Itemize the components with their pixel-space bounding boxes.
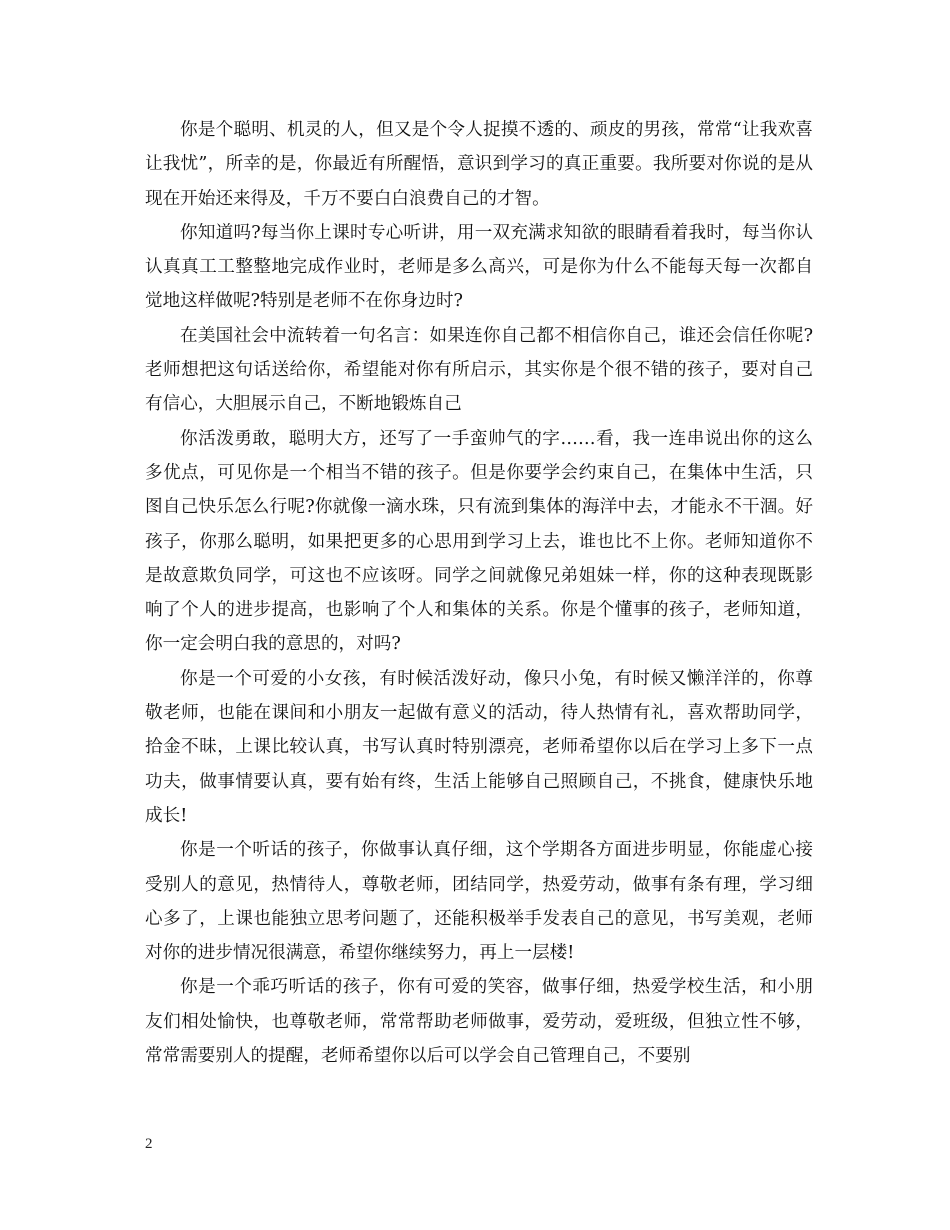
paragraph-3: 在美国社会中流转着一句名言：如果连你自己都不相信你自己，谁还会信任你呢?老师想把这句话送给你，希望能对你有所启示，其实你是个很不错的孩子，要对自己有信心，大胆展示自己，不断地锻炼自己 (145, 325, 813, 415)
paragraph-7: 你是一个乖巧听话的孩子，你有可爱的笑容，做事仔细，热爱学校生活，和小朋友们相处愉快，也尊敬老师，常常帮助老师做事，爱劳动，爱班级，但独立性不够，常常需要别人的提醒，老师希望你以后可以学会自己管理自己，不要别 (145, 977, 813, 1067)
paragraph-6: 你是一个听话的孩子，你做事认真仔细，这个学期各方面进步明显，你能虚心接受别人的意见，热情待人，尊敬老师，团结同学，热爱劳动，做事有条有理，学习细心多了，上课也能独立思考问题了，还能积极举手发表自己的意见，书写美观，老师对你的进步情况很满意，希望你继续努力，再上一层楼! (145, 840, 813, 964)
page-number: 2 (145, 1136, 153, 1152)
document-body (145, 113, 813, 1073)
paragraph-1: 你是个聪明、机灵的人，但又是个令人捉摸不透的、顽皮的男孩，常常“让我欢喜让我忧”，所幸的是，你最近有所醒悟，意识到学习的真正重要。我所要对你说的是从现在开始还来得及，千万不要白白浪费自己的才智。 (145, 120, 813, 209)
paragraph-2: 你知道吗?每当你上课时专心听讲，用一双充满求知欲的眼睛看着我时，每当你认认真真工工整整地完成作业时，老师是多么高兴，可是你为什么不能每天每一次都自觉地这样做呢?特别是老师不在你身边时? (145, 222, 813, 312)
paragraph-4: 你活泼勇敢，聪明大方，还写了一手蛮帅气的字……看，我一连串说出你的这么多优点，可见你是一个相当不错的孩子。但是你要学会约束自己，在集体中生活，只图自己快乐怎么行呢?你就像一滴水珠，只有流到集体的海洋中去，才能永不干涸。好孩子，你那么聪明，如果把更多的心思用到学习上去，谁也比不上你。老师知道你不是故意欺负同学，可这也不应该呀。同学之间就像兄弟姐妹一样，你的这种表现既影响了个人的进步提高，也影响了个人和集体的关系。你是个懂事的孩子，老师知道，你一定会明白我的意思的，对吗? (145, 428, 813, 655)
paragraph-5: 你是一个可爱的小女孩，有时候活泼好动，像只小兔，有时候又懒洋洋的，你尊敬老师，也能在课间和小朋友一起做有意义的活动，待人热情有礼，喜欢帮助同学，拾金不昧，上课比较认真，书写认真时特别漂亮，老师希望你以后在学习上多下一点功夫，做事情要认真，要有始有终，生活上能够自己照顾自己，不挑食，健康快乐地成长! (145, 668, 813, 826)
